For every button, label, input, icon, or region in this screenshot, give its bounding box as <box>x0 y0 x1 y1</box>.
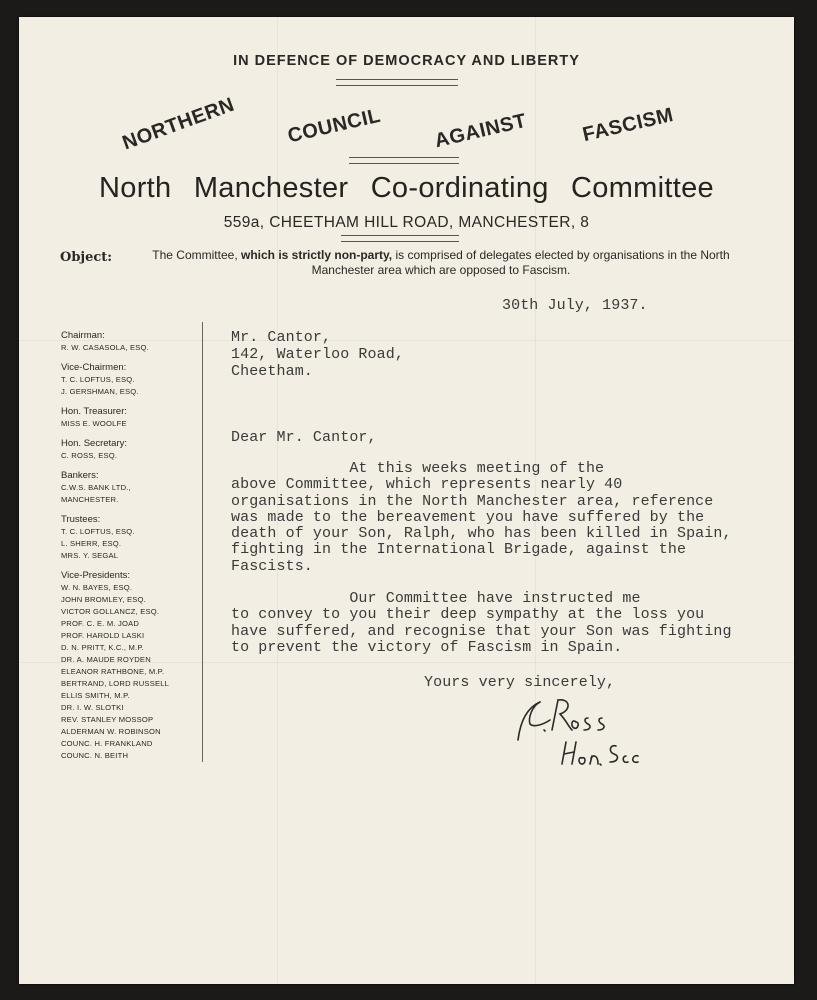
sidebar-heading: Hon. Treasurer: <box>61 406 127 417</box>
sidebar-officer-name: T. C. LOFTUS, ESQ. <box>61 527 135 536</box>
salutation: Dear Mr. Cantor, <box>231 429 377 446</box>
sidebar-officer-name: DR. A. MAUDE ROYDEN <box>61 655 151 664</box>
object-label: Object: <box>60 250 113 265</box>
sidebar-officer-name: ELEANOR RATHBONE, M.P. <box>61 667 165 676</box>
sidebar-heading: Chairman: <box>61 330 105 341</box>
sidebar-officer-name: REV. STANLEY MOSSOP <box>61 715 154 724</box>
sidebar-officer-name: COUNC. N. BEITH <box>61 751 129 760</box>
closing: Yours very sincerely, <box>424 674 616 691</box>
sidebar-officer-name: C.W.S. BANK LTD., <box>61 483 131 492</box>
double-rule <box>341 235 459 242</box>
sidebar-officer-name: W. N. BAYES, ESQ. <box>61 583 133 592</box>
sidebar-divider <box>202 322 203 762</box>
sidebar-officer-name: L. SHERR, ESQ. <box>61 539 122 548</box>
sidebar-officer-name: ALDERMAN W. ROBINSON <box>61 727 161 736</box>
sidebar-heading: Bankers: <box>61 470 99 481</box>
sidebar-officer-name: BERTRAND, LORD RUSSELL <box>61 679 170 688</box>
double-rule <box>349 157 459 164</box>
council-word-northern: NORTHERN <box>119 93 238 155</box>
sidebar-officer-name: PROF. C. E. M. JOAD <box>61 619 140 628</box>
council-word-against: AGAINST <box>432 109 529 153</box>
sidebar-officer-name: MISS E. WOOLFE <box>61 419 127 428</box>
sidebar-officer-name: D. N. PRITT, K.C., M.P. <box>61 643 144 652</box>
sidebar-heading: Vice-Presidents: <box>61 570 130 581</box>
council-word-council: COUNCIL <box>285 104 383 148</box>
sidebar-officer-name: VICTOR GOLLANCZ, ESQ. <box>61 607 160 616</box>
object-statement: The Committee, which is strictly non-party, is comprised of delegates elected by organisations in the North Manchester area which are opposed to Fascism. <box>152 248 730 277</box>
recipient-address: Mr. Cantor, 142, Waterloo Road, Cheetham. <box>231 329 404 380</box>
double-rule <box>336 79 458 86</box>
letter-page <box>19 17 794 984</box>
sidebar-officer-name: C. ROSS, ESQ. <box>61 451 118 460</box>
sidebar-heading: Vice-Chairmen: <box>61 362 127 373</box>
sidebar-officer-name: T. C. LOFTUS, ESQ. <box>61 375 135 384</box>
letter-paragraph: Our Committee have instructed me to convey to you their deep sympathy at the loss you have suffered, and recognise that your Son was fighting to prevent the victory of Fascism in Spain. <box>231 590 732 656</box>
sidebar-officer-name: COUNC. H. FRANKLAND <box>61 739 153 748</box>
sidebar-officer-name: MANCHESTER. <box>61 495 119 504</box>
sidebar-officer-name: MRS. Y. SEGAL <box>61 551 119 560</box>
sidebar-officer-name: JOHN BROMLEY, ESQ. <box>61 595 146 604</box>
sidebar-officer-name: ELLIS SMITH, M.P. <box>61 691 130 700</box>
letterhead-motto: IN DEFENCE OF DEMOCRACY AND LIBERTY <box>233 53 580 69</box>
letter-paragraph: At this weeks meeting of the above Committee, which represents nearly 40 organisations in the North Manchester area, reference was made to the bereavement you have suffered by the death of your Son, Ralph, who has been killed in Spain, fighting in the International Brigade, against the Fascists. <box>231 460 732 575</box>
sidebar-heading: Hon. Secretary: <box>61 438 127 449</box>
sidebar-officer-name: DR. I. W. SLOTKI <box>61 703 124 712</box>
committee-address: 559a, CHEETHAM HILL ROAD, MANCHESTER, 8 <box>223 214 590 231</box>
handwritten-signature <box>514 690 644 775</box>
sidebar-heading: Trustees: <box>61 514 101 525</box>
letter-date: 30th July, 1937. <box>502 297 648 314</box>
committee-name: North Manchester Co-ordinating Committee <box>99 172 714 204</box>
sidebar-officer-name: J. GERSHMAN, ESQ. <box>61 387 139 396</box>
council-word-fascism: FASCISM <box>580 103 676 147</box>
sidebar-officer-name: R. W. CASASOLA, ESQ. <box>61 343 149 352</box>
sidebar-officer-name: PROF. HAROLD LASKI <box>61 631 145 640</box>
officers-list <box>61 322 211 762</box>
